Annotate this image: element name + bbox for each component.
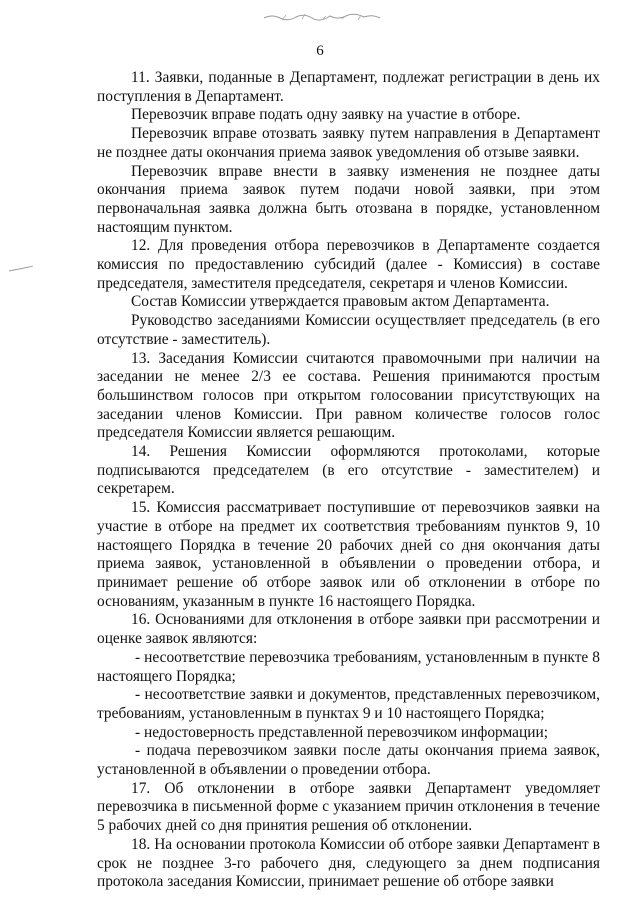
scan-artifact — [262, 10, 382, 24]
paragraph-14: 14. Решения Комиссии оформляются протоколами, которые подписываются председателем (в его отсутствие - заместителем) и секретарем. — [97, 443, 600, 498]
list-item: - несоответствие заявки и документов, представленных перевозчиком, требованиям, установленным в пунктах 9 и 10 настоящего Порядка; — [97, 686, 600, 722]
paragraph-18: 18. На основании протокола Комиссии об отборе заявки Департамент в срок не позднее 3-го рабочего дня, следующего за днем подписания протокола заседания Комиссии, принимает решение об отборе заявки — [97, 835, 600, 891]
list-item: - несоответствие перевозчика требованиям, установленным в пункте 8 настоящего Порядка; — [97, 648, 600, 685]
paragraph-11-one-application: Перевозчик вправе подать одну заявку на участие в отборе. — [131, 106, 521, 124]
list-item: - подача перевозчиком заявки после даты окончания приема заявок, установленной в объявлении о проведении отбора. — [97, 742, 600, 779]
paragraph-13: 13. Заседания Комиссии считаются правомочными при наличии на заседании не менее 2/3 ее состава. Решения принимаются простым большинством голосов при открытом голосовании присутствующих на заседании членов Комиссии. При равном количестве голосов голос председателя Комиссии является решающим. — [97, 349, 600, 442]
paragraph-12: 12. Для проведения отбора перевозчиков в Департаменте создается комиссия по предоставлению субсидий (далее - Комиссия) в составе председателя, заместителя председателя, секретаря и членов Комиссии. — [97, 237, 600, 292]
paragraph-15: 15. Комиссия рассматривает поступившие от перевозчиков заявки на участие в отборе на предмет их соответствия требованиям пунктов 9, 10 настоящего Порядка в течение 20 рабочих дней со дня окончания даты приема заявок, установленной в объявлении о проведении отбора, и принимает решение об отборе заявок или об отклонении в отборе по основаниям, указанным в пункте 16 настоящего Порядка. — [97, 499, 600, 610]
list-item: - недостоверность представленной перевозчиком информации; — [135, 723, 548, 741]
paragraph-17: 17. Об отклонении в отборе заявки Департамент уведомляет перевозчика в письменной форме с указанием причин отклонения в течение 5 рабочих дней со дня принятия решения об отклонении. — [97, 779, 600, 835]
paragraph-16: 16. Основаниями для отклонения в отборе заявки при рассмотрении и оценке заявок являются: — [97, 611, 600, 648]
paragraph-11-changes: Перевозчик вправе внести в заявку изменения не позднее даты окончания приема заявок путем подачи новой заявки, при этом первоначальная заявка должна быть отозвана в порядке, установленном настоящим пунктом. — [97, 162, 600, 236]
document-body — [97, 69, 600, 892]
paragraph-12-chairman: Руководство заседаниями Комиссии осуществляет председатель (в его отсутствие - заместитель). — [97, 312, 600, 348]
margin-mark — [8, 262, 34, 274]
paragraph-11-withdraw: Перевозчик вправе отозвать заявку путем направления в Департамент не позднее даты окончания приема заявок уведомления об отзыве заявки. — [97, 125, 600, 161]
paragraph-12-composition: Состав Комиссии утверждается правовым актом Департамента. — [131, 293, 550, 311]
paragraph-11: 11. Заявки, поданные в Департамент, подлежат регистрации в день их поступления в Департамент. — [97, 69, 600, 105]
page-number: 6 — [316, 43, 324, 59]
